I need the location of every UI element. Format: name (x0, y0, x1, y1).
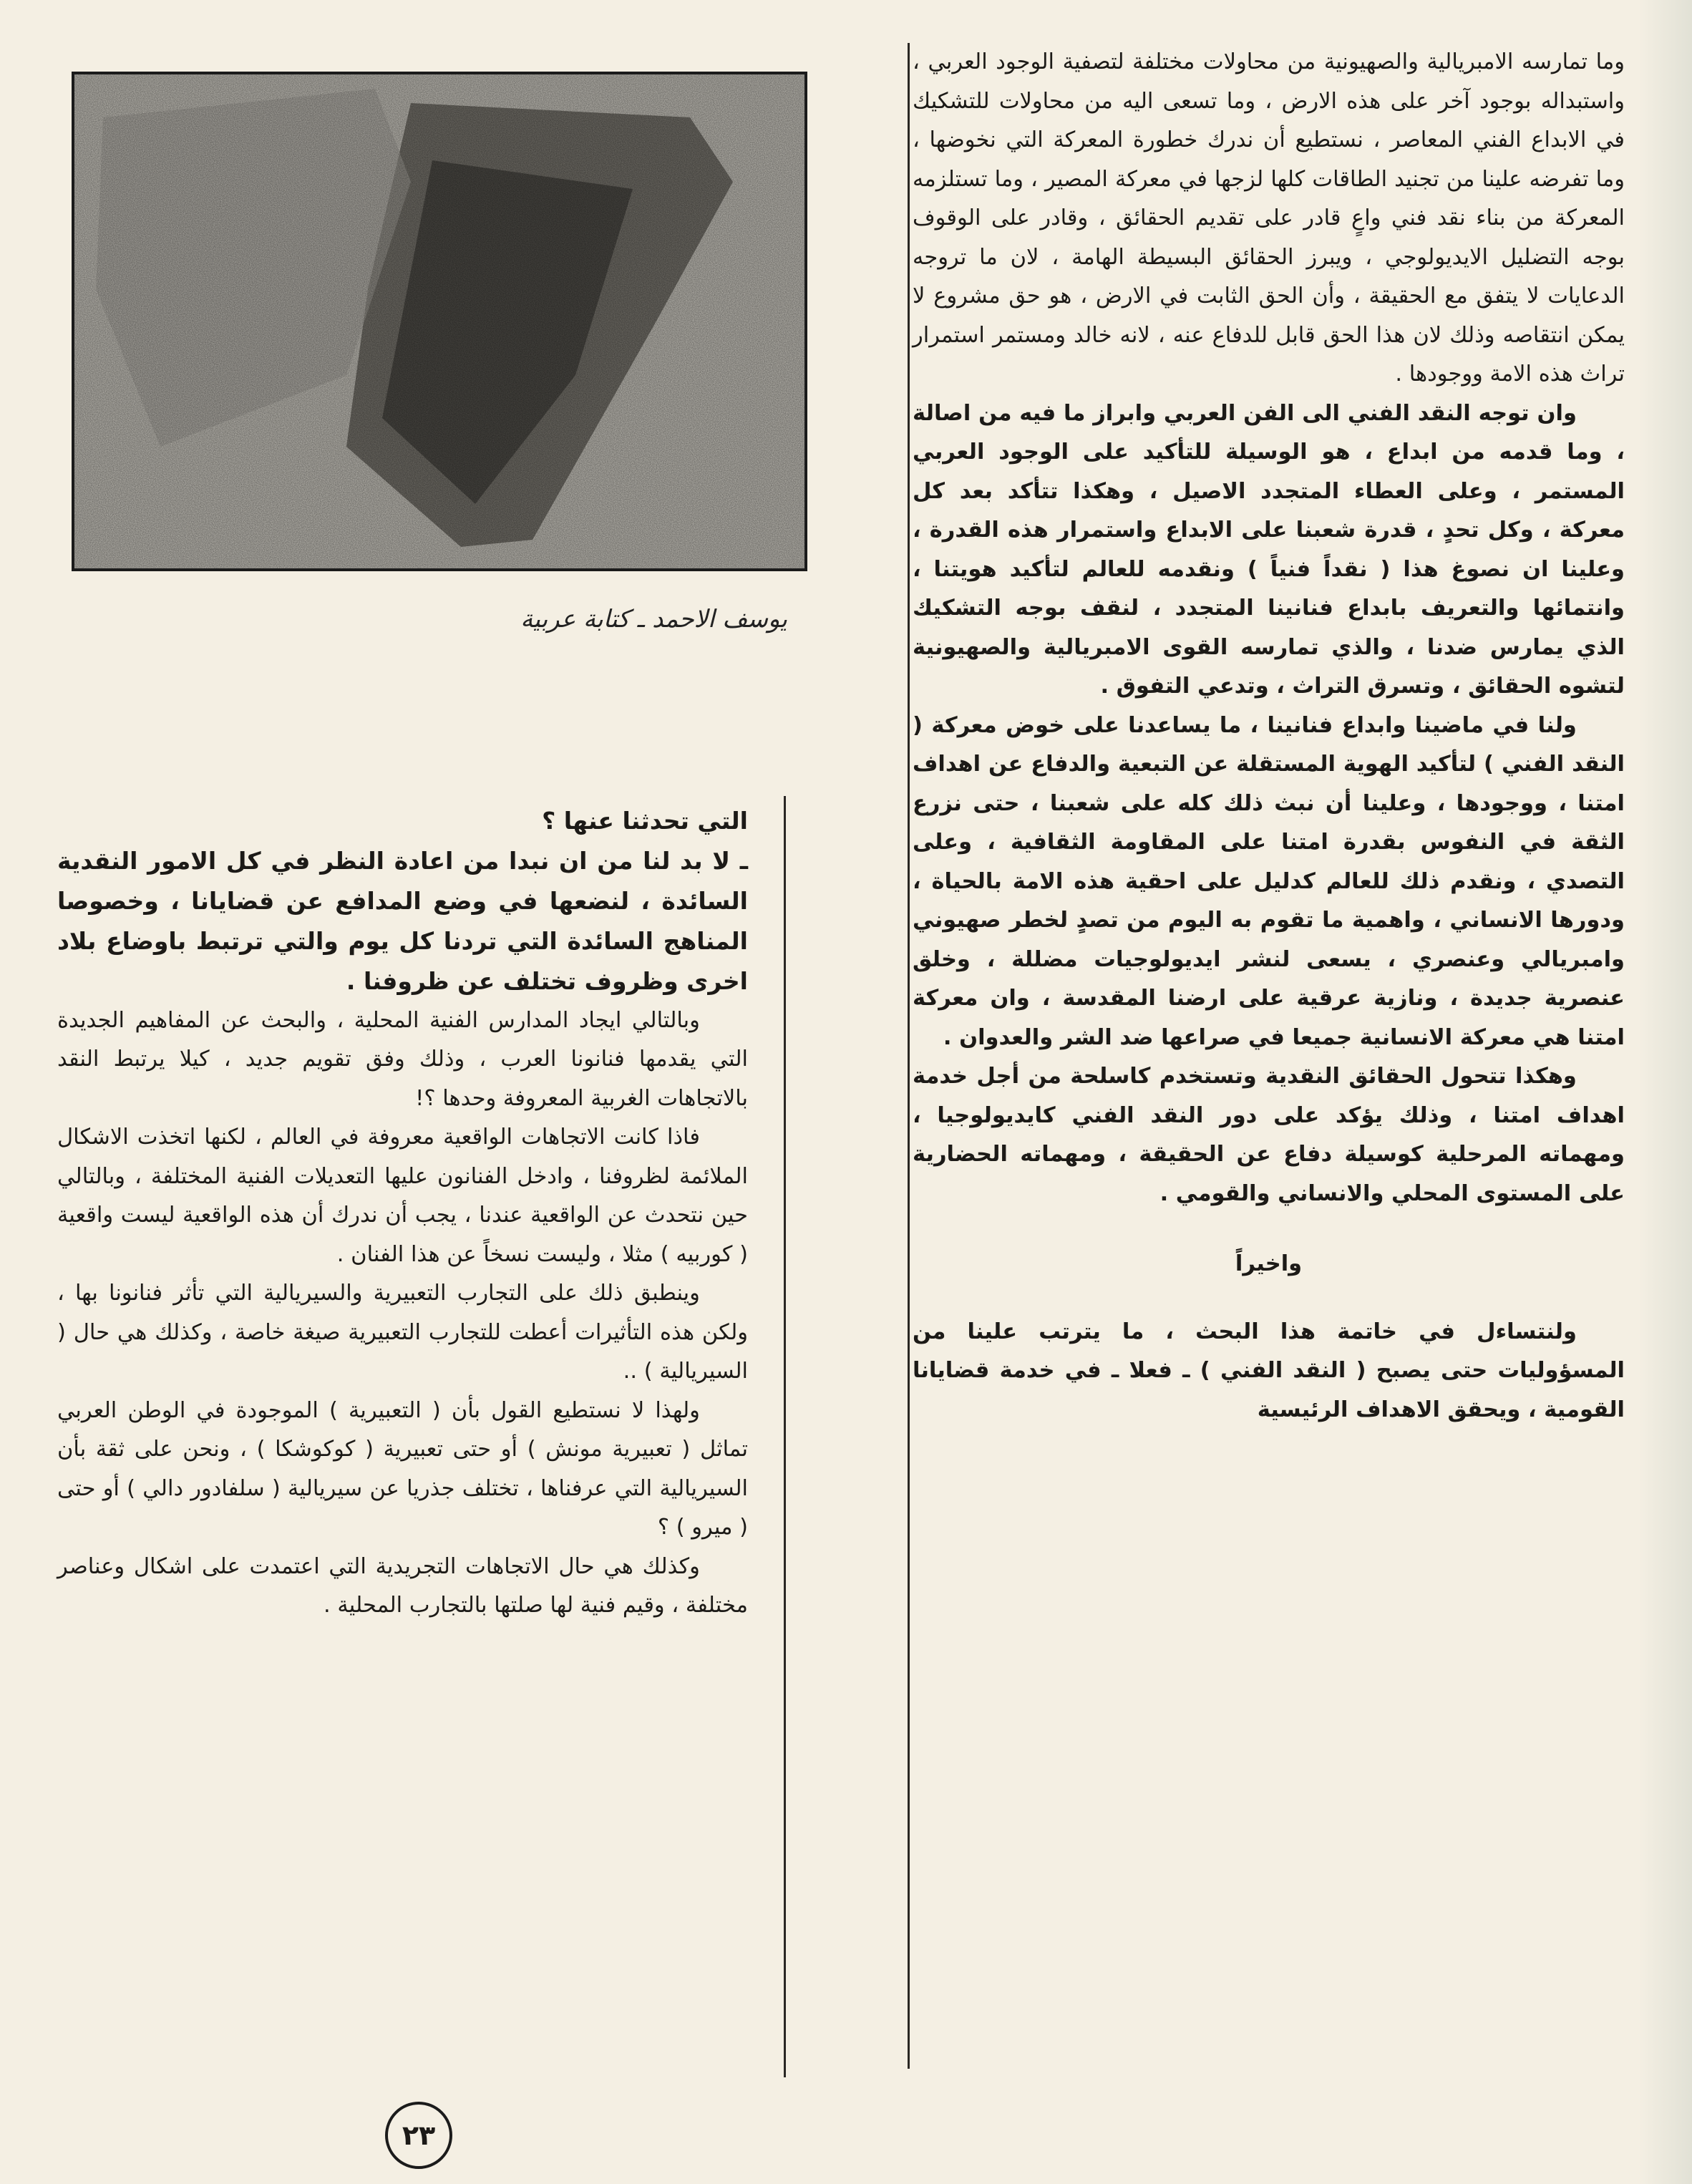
paragraph: وان توجه النقد الفني الى الفن العربي وابراز ما فيه من اصالة ، وما قدمه من ابداع ، هو الوسيلة للتأكيد على الوجود العربي المستمر ، وعلى العطاء المتجدد الاصيل ، وهكذا تتأكد بعد كل معركة ، وكل تحدٍ ، قدرة شعبنا على الابداع واستمرار هذه القدرة ، وعلينا ان نصوغ هذا ( نقداً فنياً ) ونقدمه للعالم لتأكيد هويتنا ، وانتمائها والتعريف بابداع فنانينا المتجدد ، لنقف بوجه التشكيك الذي يمارس ضدنا ، والذي تمارسه القوى الامبريالية والصهيونية لتشوه الحقائق ، وتسرق التراث ، وتدعي التفوق . (913, 400, 1625, 699)
column-rule-right (908, 43, 910, 2069)
paragraph: ولهذا لا نستطيع القول بأن ( التعبيرية ) الموجودة في الوطن العربي تماثل ( تعبيرية مونش ) أو حتى تعبيرية ( كوكوشكا ) ، ونحن على ثقة بأن السيريالية التي عرفناها ، تختلف جذريا عن سيريالية ( سلفادور دالي ) أو حتى ( ميرو ) ؟ (57, 1397, 748, 1540)
paragraph: وبالتالي ايجاد المدارس الفنية المحلية ، والبحث عن المفاهيم الجديدة التي يقدمها فنانونا العرب ، وذلك وفق تقويم جديد ، كيلا يرتبط النقد بالاتجاهات الغربية المعروفة وحدها ؟! (57, 1007, 748, 1111)
photo-caption: يوسف الاحمد ـ كتابة عربية (520, 605, 787, 634)
paragraph: فاذا كانت الاتجاهات الواقعية معروفة في العالم ، لكنها اتخذت الاشكال الملائمة لظروفنا ، وادخل الفنانون عليها التعديلات الفنية المختلفة ، وبالتالي حين نتحدث عن الواقعية عندنا ، يجب أن ندرك أن هذه الواقعية ليست واقعية ( كوربيه ) مثلا ، وليست نسخاً عن هذا الفنان . (57, 1125, 748, 1267)
paragraph: وهكذا تتحول الحقائق النقدية وتستخدم كاسلحة من أجل خدمة اهداف امتنا ، وذلك يؤكد على دور النقد الفني كايديولوجيا ، ومهماته المرحلية كوسيلة دفاع عن الحقيقة ، ومهماته الحضارية على المستوى المحلي والانساني والقومي . (913, 1064, 1625, 1206)
page-number: ٢٣ (385, 2102, 452, 2169)
section-heading: واخيراً (1235, 1251, 1303, 1276)
right-text-column (913, 43, 1625, 1430)
paragraph: ولنا في ماضينا وابداع فنانينا ، ما يساعدنا على خوض معركة ( النقد الفني ) لتأكيد الهوية المستقلة عن التبعية والدفاع عن اهداف امتنا ، ووجودها ، وعلينا أن نبث ذلك كله على شعبنا ، حتى نزرع الثقة في النفوس بقدرة امتنا على المقاومة الثقافية ، وعلى التصدي ، ونقدم ذلك للعالم كدليل على احقية هذه الامة بالحياة ، ودورها الانساني ، واهمية ما تقوم به اليوم من تصدٍ لخطر صهيوني وامبريالي وعنصري ، يسعى لنشر ايديولوجيات مضللة ، وخلق عنصرية جديدة ، ونازية عرقية على ارضنا المقدسة ، وان معركة امتنا هي معركة الانسانية جميعا في صراعها ضد الشر والعدوان . (913, 712, 1625, 1050)
paragraph: وينطبق ذلك على التجارب التعبيرية والسيريالية التي تأثر فنانونا بها ، ولكن هذه التأثيرات أعطت للتجارب التعبيرية صيغة خاصة ، وكذلك هي حال ( السيريالية ) .. (57, 1281, 748, 1384)
answer-paragraph: ـ لا بد لنا من ان نبدا من اعادة النظر في كل الامور النقدية السائدة ، لنضعها في وضع المدافع عن قضايانا ، وخصوصا المناهج السائدة التي تردنا كل يوم والتي ترتبط باوضاع بلاد اخرى وظروف تختلف عن ظروفنا . (57, 846, 748, 995)
question-continuation: التي تحدثنا عنها ؟ (542, 807, 748, 835)
left-text-column (57, 802, 748, 1626)
paragraph: ولنتساءل في خاتمة هذا البحث ، ما يترتب علينا من المسؤوليات حتى يصبح ( النقد الفني ) ـ فعلا ـ في خدمة قضايانا القومية ، ويحقق الاهداف الرئيسية (913, 1319, 1625, 1422)
artwork-image (74, 74, 804, 568)
artwork-photo (72, 72, 807, 571)
scan-edge-strip (1639, 0, 1692, 2184)
paragraph: وما تمارسه الامبريالية والصهيونية من محاولات مختلفة لتصفية الوجود العربي ، واستبداله بوجود آخر على هذه الارض ، وما تسعى اليه من محاولات للتشكيك في الابداع الفني المعاصر ، نستطيع أن ندرك خطورة المعركة التي نخوضها ، وما تفرضه علينا من تجنيد الطاقات كلها لزجها في معركة المصير ، وما تستلزمه المعركة من بناء نقد فني واعٍ قادر على تقديم الحقائق ، وقادر على الوقوف بوجه التضليل الايديولوجي ، ويبرز الحقائق البسيطة الهامة ، لان ما تروجه الدعايات لا يتفق مع الحقيقة ، وأن الحق الثابت في الارض ، هو حق مشروع لا يمكن انتقاصه وذلك لان هذا الحق قابل للدفاع عنه ، لانه خالد ومستمر استمرار تراث هذه الامة ووجودها . (913, 49, 1625, 387)
paragraph: وكذلك هي حال الاتجاهات التجريدية التي اعتمدت على اشكال وعناصر مختلفة ، وقيم فنية لها صلتها بالتجارب المحلية . (57, 1553, 748, 1618)
column-rule-left (784, 796, 786, 2077)
